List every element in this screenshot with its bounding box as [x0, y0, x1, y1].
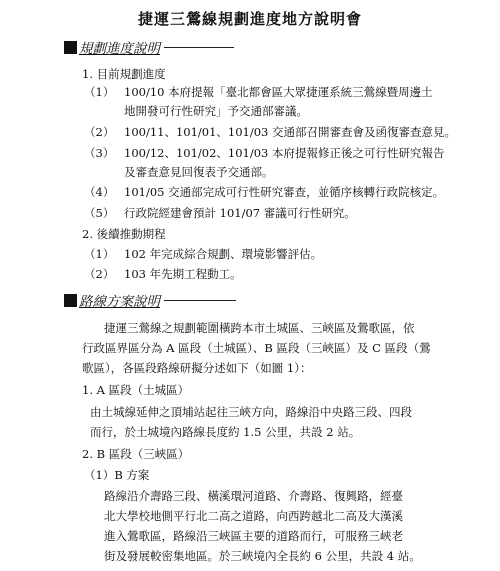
- section-a-heading: 1. A 區段（土城區）: [82, 383, 190, 397]
- section-a-body-line: 而行，於土城境內路線長度約 1.5 公里，共設 2 站。: [90, 425, 361, 439]
- list-item-text: 100/12、101/02、101/03 本府提報修正後之可行性研究報告: [124, 146, 445, 160]
- list-item-text: 行政院經建會預計 101/07 審議可行性研究。: [124, 206, 356, 220]
- document-title: 捷運三鶯線規劃進度地方說明會: [137, 10, 362, 28]
- list-item-number: （1）: [84, 85, 115, 99]
- section-b-heading: 2. B 區段（三峽區）: [82, 447, 190, 461]
- section-header-progress: [64, 37, 234, 57]
- section-b-body-line: 北大學校地側平行北二高之道路，向西跨越北二高及大漢溪: [104, 509, 403, 523]
- black-square-icon: [64, 41, 77, 54]
- route-intro-line: 捷運三鶯線之規劃範圍橫跨本市土城區、三峽區及鶯歌區，依: [104, 321, 415, 335]
- section-underline: [164, 300, 236, 301]
- section-underline: [164, 47, 234, 48]
- list-item-number: （2）: [84, 125, 115, 139]
- list-item-text: 地開發可行性研究」予交通部審議。: [124, 104, 308, 118]
- section-b-body-line: 路線沿介壽路三段、橫溪環河道路、介壽路、復興路，經臺: [104, 489, 403, 503]
- route-intro-line: 歌區），各區段路線研擬分述如下（如圖 1）：: [82, 361, 312, 375]
- list-item-number: （5）: [84, 206, 115, 220]
- route-intro-line: 行政區界區分為 A 區段（土城區）、B 區段（三峽區）及 C 區段（鶯: [82, 341, 431, 355]
- list-item-number: （4）: [84, 185, 115, 199]
- list-item-text: 100/10 本府提報「臺北都會區大眾捷運系統三鶯線暨周邊土: [124, 85, 433, 99]
- list-item-text: 102 年完成綜合規劃、環境影響評估。: [124, 247, 323, 261]
- followup-heading: 2. 後續推動期程: [82, 227, 166, 241]
- list-item-text: 100/11、101/01、101/03 交通部召開審查會及函復審查意見。: [124, 125, 457, 139]
- section-b-subheading: （1）B 方案: [84, 468, 150, 482]
- section-a-body-line: 由土城線延伸之頂埔站起往三峽方向，路線沿中央路三段、四段: [90, 405, 412, 419]
- list-item-text: 101/05 交通部完成可行性研究審查，並循序核轉行政院核定。: [124, 185, 445, 199]
- list-item-number: （2）: [84, 267, 115, 281]
- section-label: 規劃進度說明: [79, 41, 160, 57]
- section-label: 路線方案說明: [79, 294, 160, 310]
- progress-heading: 1. 目前規劃進度: [82, 67, 166, 81]
- section-b-body-line: 街及發展較密集地區。於三峽境內全長約 6 公里，共設 4 站。: [104, 549, 421, 563]
- list-item-number: （1）: [84, 247, 115, 261]
- list-item-text: 及審查意見回復表予交通部。: [124, 165, 274, 179]
- list-item-text: 103 年先期工程動工。: [124, 267, 242, 281]
- section-header-route: [64, 290, 236, 310]
- section-b-body-line: 進入鶯歌區，路線沿三峽區主要的道路而行，可服務三峽老: [104, 529, 403, 543]
- list-item-number: （3）: [84, 146, 115, 160]
- black-square-icon: [64, 294, 77, 307]
